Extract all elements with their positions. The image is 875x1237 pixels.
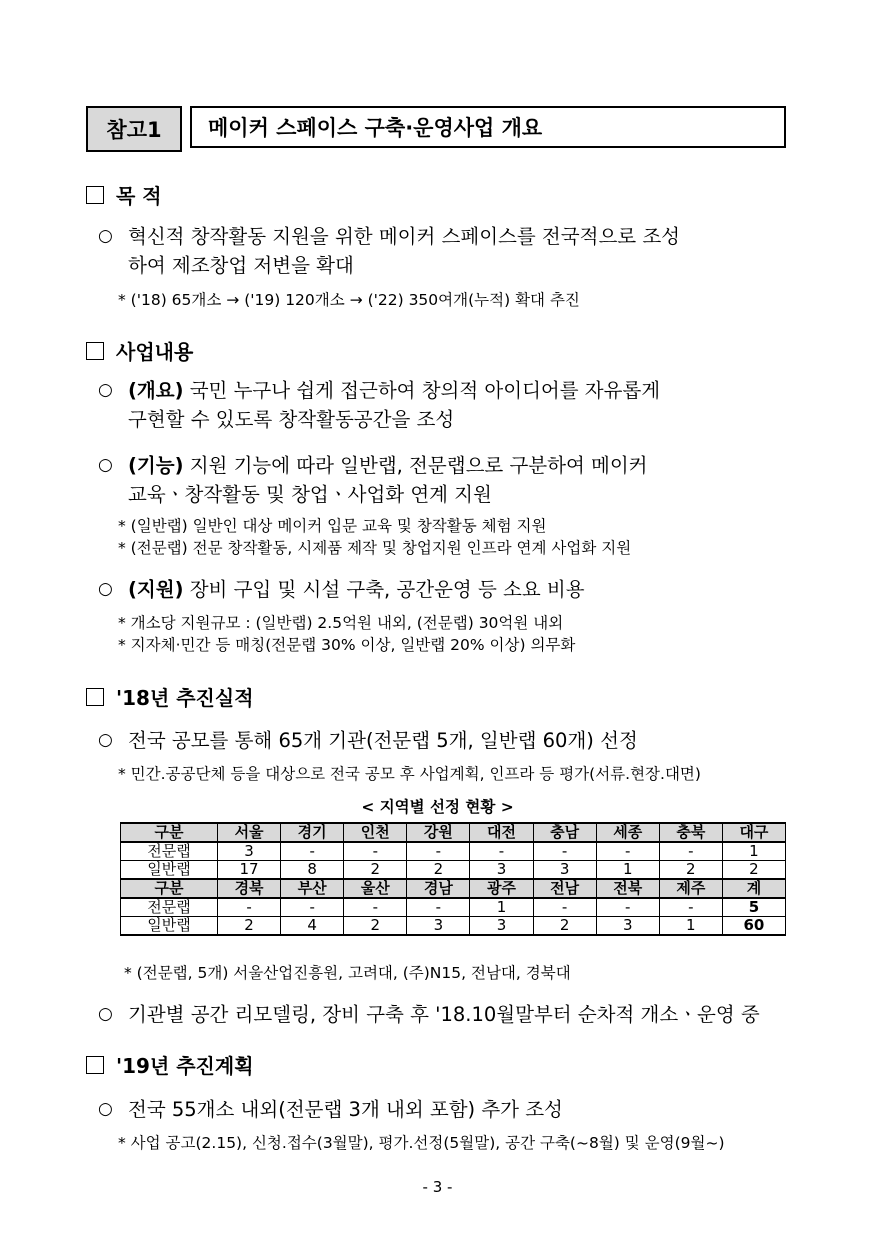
table-cell: 3 xyxy=(596,917,659,936)
table-cell: - xyxy=(659,898,722,917)
circle-bullet-icon: ○ xyxy=(98,1099,113,1119)
region-selection-table xyxy=(120,822,786,936)
table-cell: 2 xyxy=(218,917,281,936)
checkbox-square-icon xyxy=(86,1056,104,1074)
bullet-text-line: 혁신적 창작활동 지원을 위한 메이커 스페이스를 전국적으로 조성 xyxy=(128,225,680,248)
table-cell: 2 xyxy=(533,917,596,936)
table-cell: - xyxy=(533,842,596,861)
table-cell: 전북 xyxy=(596,879,659,898)
table-cell: - xyxy=(344,898,407,917)
purpose-note: * ('18) 65개소 → ('19) 120개소 → ('22) 350여개(누적) 확대 추진 xyxy=(118,291,580,309)
table-cell-total: 5 xyxy=(722,898,785,917)
support-note-matching: * 지자체·민간 등 매칭(전문랩 30% 이상, 일반랩 20% 이상) 의무화 xyxy=(118,636,576,654)
table-cell: 경기 xyxy=(281,823,344,842)
table-cell: 울산 xyxy=(344,879,407,898)
circle-bullet-icon: ○ xyxy=(98,730,113,750)
table-row xyxy=(121,917,786,936)
table-cell: 계 xyxy=(722,879,785,898)
bullet-tag: (기능) xyxy=(128,454,184,477)
result-note-evaluation: * 민간.공공단체 등을 대상으로 전국 공모 후 사업계획, 인프라 등 평가(서류.현장.대면) xyxy=(118,765,701,783)
table-row xyxy=(121,861,786,880)
bullet-text-line xyxy=(128,451,798,480)
table-cell: 전남 xyxy=(533,879,596,898)
table-cell: - xyxy=(470,842,533,861)
content-bullet-overview xyxy=(98,376,798,434)
table-cell: 일반랩 xyxy=(121,917,218,936)
table-cell: - xyxy=(407,898,470,917)
table-cell: - xyxy=(596,842,659,861)
table-cell-total: 60 xyxy=(722,917,785,936)
bullet-tag: (개요) xyxy=(128,379,184,402)
content-bullet-support xyxy=(98,575,798,604)
bullet-text-line: 구현할 수 있도록 창작활동공간을 조성 xyxy=(128,408,455,431)
plan-note-schedule: * 사업 공고(2.15), 신청.접수(3월말), 평가.선정(5월말), 공간 구축(~8월) 및 운영(9월~) xyxy=(118,1134,725,1152)
table-cell: 일반랩 xyxy=(121,861,218,880)
section-purpose xyxy=(86,180,162,209)
table-cell: 4 xyxy=(281,917,344,936)
table-cell: 3 xyxy=(218,842,281,861)
table-cell: - xyxy=(218,898,281,917)
circle-bullet-icon: ○ xyxy=(98,380,113,400)
table-cell: 전문랩 xyxy=(121,842,218,861)
table-cell: 3 xyxy=(533,861,596,880)
bullet-tag: (지원) xyxy=(128,578,184,601)
document-title: 메이커 스페이스 구축·운영사업 개요 xyxy=(190,106,786,148)
bullet-text: 국민 누구나 쉽게 접근하여 창의적 아이디어를 자유롭게 xyxy=(183,379,661,402)
table-cell: 인천 xyxy=(344,823,407,842)
table-cell: 광주 xyxy=(470,879,533,898)
purpose-bullet xyxy=(98,222,798,280)
table-cell: 2 xyxy=(659,861,722,880)
bullet-text-line: 전국 55개소 내외(전문랩 3개 내외 포함) 추가 조성 xyxy=(128,1098,563,1121)
section-title: '18년 추진실적 xyxy=(116,686,254,710)
table-cell: - xyxy=(344,842,407,861)
bullet-text-line: 하여 제조창업 저변을 확대 xyxy=(128,254,354,277)
table-cell: 2 xyxy=(344,861,407,880)
circle-bullet-icon: ○ xyxy=(98,579,113,599)
table-cell: 전문랩 xyxy=(121,898,218,917)
table-cell: 충북 xyxy=(659,823,722,842)
table-cell: - xyxy=(281,898,344,917)
table-cell: 1 xyxy=(659,917,722,936)
content-bullet-function xyxy=(98,451,798,509)
table-caption: < 지역별 선정 현황 > xyxy=(361,798,514,816)
table-header-row xyxy=(121,823,786,842)
support-note-scale: * 개소당 지원규모 : (일반랩) 2.5억원 내외, (전문랩) 30억원 내외 xyxy=(118,614,564,632)
table-note: * (전문랩, 5개) 서울산업진흥원, 고려대, (주)N15, 전남대, 경북대 xyxy=(124,964,571,982)
table-cell: 제주 xyxy=(659,879,722,898)
page-header xyxy=(86,106,786,152)
result-bullet-operation xyxy=(98,1000,798,1029)
table-cell: 대전 xyxy=(470,823,533,842)
section-title: '19년 추진계획 xyxy=(116,1054,254,1078)
table-cell: 세종 xyxy=(596,823,659,842)
table-cell: - xyxy=(533,898,596,917)
section-content xyxy=(86,336,193,365)
checkbox-square-icon xyxy=(86,688,104,706)
table-cell: 2 xyxy=(344,917,407,936)
table-cell: 구분 xyxy=(121,823,218,842)
table-cell: 1 xyxy=(470,898,533,917)
bullet-text-line: 기관별 공간 리모델링, 장비 구축 후 '18.10월말부터 순차적 개소ㆍ운영 중 xyxy=(128,1003,760,1026)
table-cell: - xyxy=(407,842,470,861)
checkbox-square-icon xyxy=(86,186,104,204)
table-cell: 대구 xyxy=(722,823,785,842)
table-cell: 1 xyxy=(596,861,659,880)
table-cell: 서울 xyxy=(218,823,281,842)
function-note-general: * (일반랩) 일반인 대상 메이커 입문 교육 및 창작활동 체험 지원 xyxy=(118,517,547,535)
table-cell: 3 xyxy=(407,917,470,936)
table-cell: 경북 xyxy=(218,879,281,898)
table-row xyxy=(121,842,786,861)
table-cell: - xyxy=(281,842,344,861)
section-plan-2019 xyxy=(86,1050,254,1079)
table-cell: - xyxy=(659,842,722,861)
section-result-2018 xyxy=(86,682,254,711)
table-cell: 구분 xyxy=(121,879,218,898)
bullet-text-line: 전국 공모를 통해 65개 기관(전문랩 5개, 일반랩 60개) 선정 xyxy=(128,729,638,752)
reference-tag: 참고1 xyxy=(86,106,182,152)
table-cell: 경남 xyxy=(407,879,470,898)
bullet-text-line: 교육ㆍ창작활동 및 창업ㆍ사업화 연계 지원 xyxy=(128,483,492,506)
table-header-row xyxy=(121,879,786,898)
function-note-pro: * (전문랩) 전문 창작활동, 시제품 제작 및 창업지원 인프라 연계 사업화 지원 xyxy=(118,539,632,557)
table-row xyxy=(121,898,786,917)
circle-bullet-icon: ○ xyxy=(98,226,113,246)
table-cell: 충남 xyxy=(533,823,596,842)
table-cell: 8 xyxy=(281,861,344,880)
section-title: 사업내용 xyxy=(116,340,194,364)
table-cell: 3 xyxy=(470,861,533,880)
plan-bullet xyxy=(98,1095,798,1124)
page-number: - 3 - xyxy=(422,1178,453,1196)
circle-bullet-icon: ○ xyxy=(98,1004,113,1024)
table-cell: 3 xyxy=(470,917,533,936)
table-cell: 2 xyxy=(407,861,470,880)
bullet-text: 지원 기능에 따라 일반랩, 전문랩으로 구분하여 메이커 xyxy=(183,454,648,477)
bullet-text-line xyxy=(128,376,798,405)
table-cell: 부산 xyxy=(281,879,344,898)
section-title: 목 적 xyxy=(116,184,162,208)
checkbox-square-icon xyxy=(86,342,104,360)
table-cell: 17 xyxy=(218,861,281,880)
circle-bullet-icon: ○ xyxy=(98,455,113,475)
table-cell: 2 xyxy=(722,861,785,880)
table-cell: 1 xyxy=(722,842,785,861)
table-cell: - xyxy=(596,898,659,917)
bullet-text: 장비 구입 및 시설 구축, 공간운영 등 소요 비용 xyxy=(183,578,585,601)
result-bullet-selection xyxy=(98,726,798,755)
table-cell: 강원 xyxy=(407,823,470,842)
bullet-text-line xyxy=(128,575,798,604)
